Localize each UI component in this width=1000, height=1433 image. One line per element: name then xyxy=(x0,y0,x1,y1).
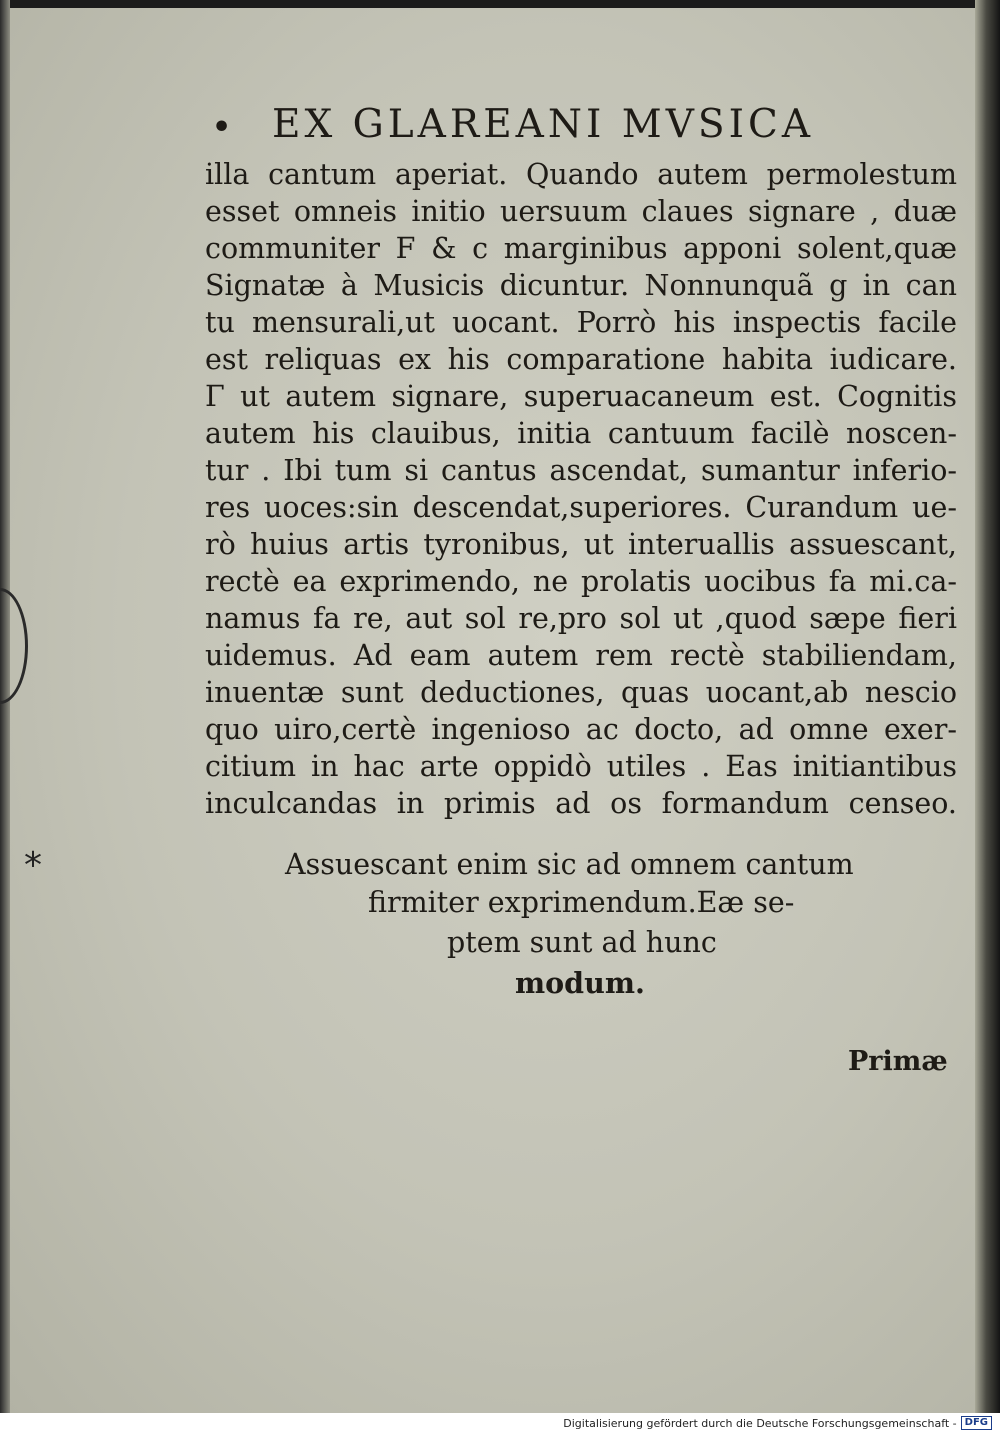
text-line: res uoces:sin descendat,superiores. Curandum ue- xyxy=(205,491,957,524)
text-line: tu mensurali,ut uocant. Porrò his inspectis facile xyxy=(205,306,957,339)
tail-line: firmiter exprimendum.Eæ se- xyxy=(368,886,795,919)
binding-string xyxy=(0,588,28,704)
text-line: citium in hac arte oppidò utiles . Eas initiantibus xyxy=(205,750,957,783)
running-head xyxy=(212,102,952,152)
text-line: esset omneis initio uersuum claues signare , duæ xyxy=(205,195,957,228)
text-line: communiter F & c marginibus apponi solent,quæ xyxy=(205,232,957,265)
body-text xyxy=(205,156,957,822)
tail-line: ptem sunt ad hunc xyxy=(447,926,717,959)
text-line: quo uiro,certè ingenioso ac docto, ad omne exer- xyxy=(205,713,957,746)
tail-line: Assuescant enim sic ad omnem cantum xyxy=(285,848,854,881)
page-left-edge xyxy=(0,0,10,1413)
text-line: tur . Ibi tum si cantus ascendat, sumantur inferio- xyxy=(205,454,957,487)
text-line: est reliquas ex his comparatione habita iudicare. xyxy=(205,343,957,376)
text-line: namus fa re, aut sol re,pro sol ut ,quod sæpe fieri xyxy=(205,602,957,635)
text-line: illa cantum aperiat. Quando autem permolestum xyxy=(205,158,957,191)
text-line: rectè ea exprimendo, ne prolatis uocibus fa mi.ca- xyxy=(205,565,957,598)
tail-line: modum. xyxy=(515,966,645,1000)
page-right-edge xyxy=(975,0,1000,1413)
text-line: uidemus. Ad eam autem rem rectè stabiliendam, xyxy=(205,639,957,672)
margin-annotation-asterisk: * xyxy=(24,845,42,886)
text-line: Signatæ à Musicis dicuntur. Nonnunquã g in can xyxy=(205,269,957,302)
dfg-logo: DFG xyxy=(961,1416,992,1430)
running-head-title: EX GLAREANI MVSICA xyxy=(272,102,814,147)
folio-mark: • xyxy=(212,110,232,145)
footer-credit-bar xyxy=(0,1413,1000,1433)
text-line: rò huius artis tyronibus, ut interuallis assuescant, xyxy=(205,528,957,561)
text-line: inculcandas in primis ad os formandum censeo. xyxy=(205,787,957,820)
catchword: Primæ xyxy=(848,1046,948,1077)
footer-credit-text: Digitalisierung gefördert durch die Deutsche Forschungsgemeinschaft - xyxy=(563,1416,957,1430)
text-line: autem his clauibus, initia cantuum facilè noscen- xyxy=(205,417,957,450)
page-top-edge xyxy=(0,0,1000,8)
text-line: inuentæ sunt deductiones, quas uocant,ab nescio xyxy=(205,676,957,709)
text-line: Γ ut autem signare, superuacaneum est. Cognitis xyxy=(205,380,957,413)
